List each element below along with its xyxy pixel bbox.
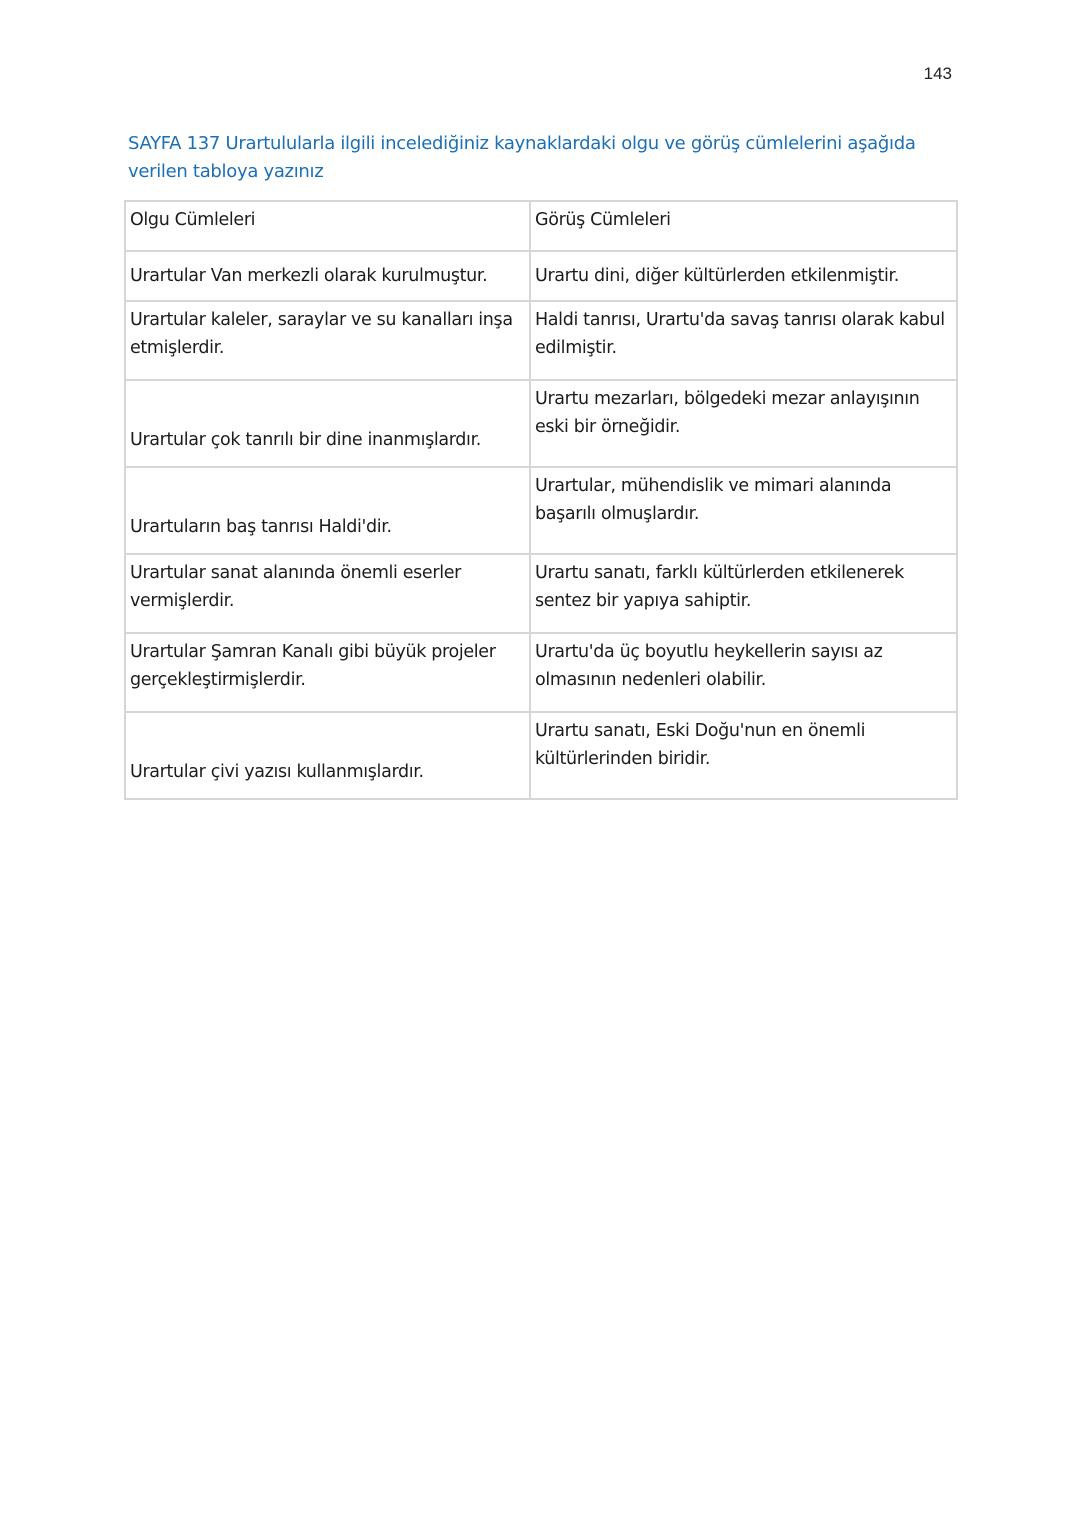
opinion-cell: Urartu dini, diğer kültürlerden etkilenmiştir. [530, 251, 957, 301]
table-row [125, 301, 957, 380]
fact-cell: Urartular çivi yazısı kullanmışlardır. [125, 712, 530, 799]
facts-column-header: Olgu Cümleleri [125, 201, 530, 251]
page-heading: SAYFA 137 Urartulularla ilgili incelediğiniz kaynaklardaki olgu ve görüş cümlelerini aşağıda verilen tabloya yazınız [128, 133, 916, 182]
opinion-cell: Haldi tanrısı, Urartu'da savaş tanrısı olarak kabul edilmiştir. [530, 301, 957, 380]
opinion-cell: Urartular, mühendislik ve mimari alanında başarılı olmuşlardır. [530, 467, 957, 554]
table-row [125, 712, 957, 799]
table-row [125, 467, 957, 554]
opinion-cell: Urartu mezarları, bölgedeki mezar anlayışının eski bir örneğidir. [530, 380, 957, 467]
fact-cell: Urartular sanat alanında önemli eserler vermişlerdir. [125, 554, 530, 633]
table-row [125, 251, 957, 301]
opinion-cell: Urartu sanatı, Eski Doğu'nun en önemli kültürlerinden biridir. [530, 712, 957, 799]
fact-opinion-table [124, 200, 958, 800]
fact-cell: Urartular kaleler, saraylar ve su kanalları inşa etmişlerdir. [125, 301, 530, 380]
table-row [125, 380, 957, 467]
fact-cell: Urartular Van merkezli olarak kurulmuştur. [125, 251, 530, 301]
table-row [125, 554, 957, 633]
opinions-column-header: Görüş Cümleleri [530, 201, 957, 251]
fact-cell: Urartular Şamran Kanalı gibi büyük projeler gerçekleştirmişlerdir. [125, 633, 530, 712]
fact-cell: Urartuların baş tanrısı Haldi'dir. [125, 467, 530, 554]
fact-cell: Urartular çok tanrılı bir dine inanmışlardır. [125, 380, 530, 467]
page-number: 143 [923, 64, 952, 83]
opinion-cell: Urartu'da üç boyutlu heykellerin sayısı az olmasının nedenleri olabilir. [530, 633, 957, 712]
table-row [125, 633, 957, 712]
opinion-cell: Urartu sanatı, farklı kültürlerden etkilenerek sentez bir yapıya sahiptir. [530, 554, 957, 633]
table-header-row [125, 201, 957, 251]
